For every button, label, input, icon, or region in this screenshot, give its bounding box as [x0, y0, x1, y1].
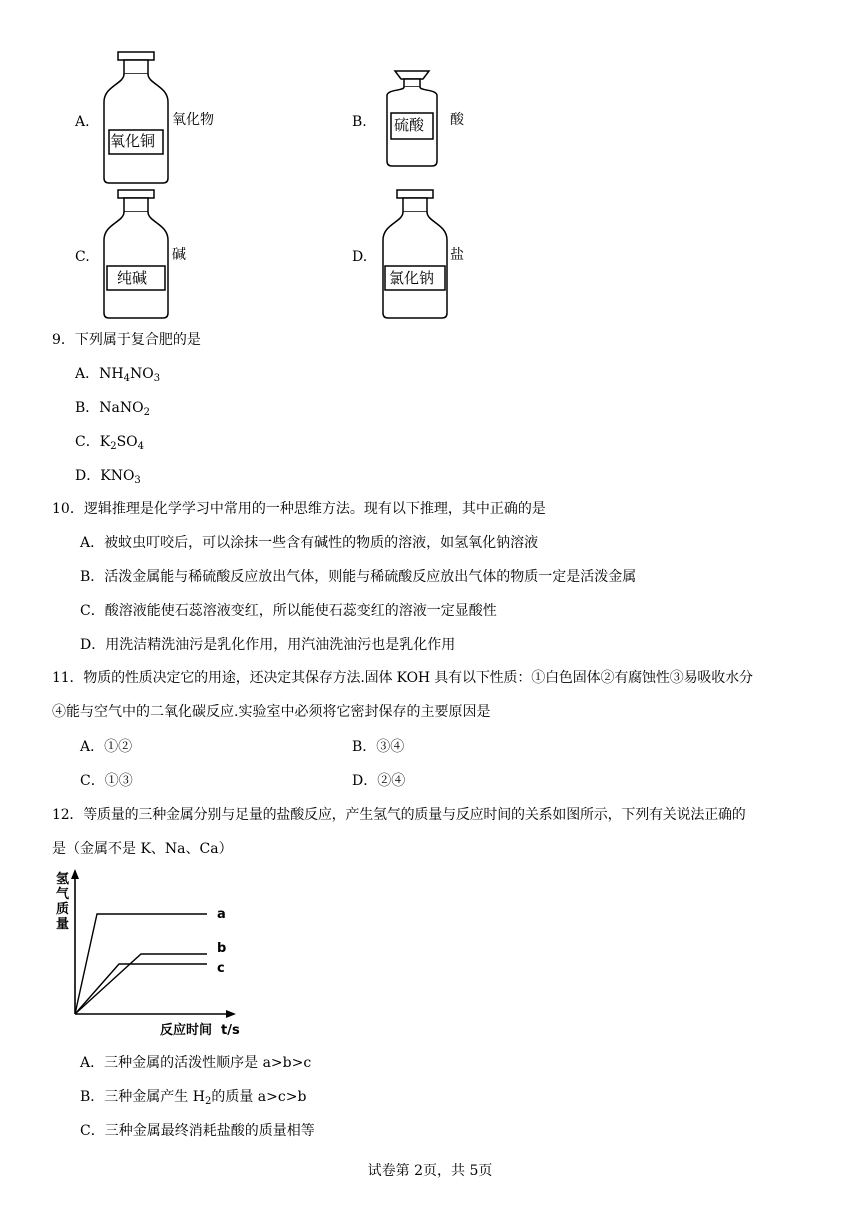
q10-option-d: D．用洗洁精洗油污是乳化作用，用汽油洗油污也是乳化作用 [80, 637, 456, 653]
q10-option-a: A．被蚊虫叮咬后，可以涂抹一些含有碱性的物质的溶液，如氢氧化钠溶液 [80, 535, 539, 551]
q9-option-a-letter: A． [75, 366, 100, 382]
q11-stem-line2: ④能与空气中的二氧化碳反应.实验室中必须将它密封保存的主要原因是 [52, 704, 491, 720]
q12-option-a [80, 1056, 311, 1070]
q9-option-d [75, 468, 141, 486]
q11-stem-line1: 11．物质的性质决定它的用途，还决定其保存方法.固体 KOH 具有以下性质：①白色固体②有腐蚀性③易吸收水分 [52, 670, 753, 686]
formula-part: NO [129, 366, 154, 382]
series-label-a: a [217, 907, 226, 922]
q11-option-a: A．①② [80, 739, 133, 755]
formula-part: NaNO [99, 400, 144, 416]
hydrogen-mass-chart [55, 866, 270, 1046]
q12-option-b-subscript: 2 [204, 1096, 212, 1107]
formula-subscript: 3 [153, 373, 161, 384]
q8-option-a-category: 氧化物 [172, 112, 214, 128]
q8-option-b-category: 酸 [450, 112, 464, 128]
q11-option-d: D．②④ [352, 773, 406, 789]
chart-series-group [75, 914, 207, 1014]
q12-stem-line1: 12．等质量的三种金属分别与足量的盐酸反应，产生氢气的质量与反应时间的关系如图所示，下列有关说法正确的 [52, 807, 746, 823]
reagent-bottle-a [100, 50, 172, 185]
formula-part: NH [99, 366, 124, 382]
q12-option-b-text-post: 的质量 a>c>b [211, 1089, 307, 1105]
reagent-bottle-d [379, 188, 451, 320]
q8-option-d-letter: D. [352, 249, 368, 265]
bottle-label-b: 硫酸 [394, 116, 425, 134]
formula-part: K [99, 434, 111, 450]
q11-option-b: B．③④ [352, 739, 405, 755]
bottle-label-c: 纯碱 [117, 269, 148, 287]
q8-option-d-category: 盐 [450, 247, 464, 263]
q12-option-a-text: 三种金属的活泼性顺序是 a>b>c [104, 1055, 312, 1071]
q8-option-c-letter: C. [75, 249, 90, 265]
q12-option-b-letter: B． [80, 1089, 105, 1105]
q12-stem-line2: 是（金属不是 K、Na、Ca） [52, 841, 233, 857]
q9-option-b-letter: B． [75, 400, 100, 416]
reagent-bottle-c [100, 188, 172, 320]
chart-svg [55, 866, 270, 1046]
q12-option-c-text: 三种金属最终消耗盐酸的质量相等 [104, 1123, 315, 1139]
series-label-c: c [217, 961, 225, 976]
q9-option-c-letter: C． [75, 434, 100, 450]
page-footer: 试卷第 2页，共 5页 [367, 1163, 493, 1179]
formula-subscript: 2 [143, 407, 150, 418]
bottle-label-d: 氯化钠 [389, 269, 435, 287]
q8-option-a-letter: A. [75, 114, 90, 130]
formula-subscript: 2 [110, 441, 117, 452]
q10-option-b: B．活泼金属能与稀硫酸反应放出气体，则能与稀硫酸反应放出气体的物质一定是活泼金属 [80, 569, 637, 585]
q9-option-a [75, 366, 161, 384]
q9-stem: 9．下列属于复合肥的是 [52, 332, 201, 348]
formula-part: SO [116, 434, 138, 450]
formula-subscript: 3 [134, 475, 141, 486]
chart-y-label: 氢气质量 [56, 872, 70, 932]
q9-option-d-letter: D． [75, 468, 101, 484]
q12-option-a-letter: A． [80, 1055, 105, 1071]
q8-option-b-letter: B. [352, 114, 367, 130]
q11-option-c: C．①③ [80, 773, 133, 789]
q12-option-b [80, 1089, 307, 1107]
chart-x-label: 反应时间 t/s [160, 1023, 240, 1038]
q8-option-c-category: 碱 [172, 247, 186, 263]
q9-option-c [75, 434, 145, 452]
bottle-label-a: 氧化铜 [110, 132, 156, 150]
series-label-b: b [217, 941, 227, 956]
y-axis-arrow-icon [71, 869, 79, 879]
q12-option-b-text-pre: 三种金属产生 H [104, 1089, 205, 1105]
x-axis-arrow-icon [226, 1010, 236, 1018]
chart-series-labels [217, 907, 226, 976]
series-line-c [75, 964, 207, 1014]
formula-subscript: 4 [123, 373, 130, 384]
series-line-b [75, 954, 207, 1014]
q12-option-c-letter: C． [80, 1123, 105, 1139]
formula-subscript: 4 [137, 441, 145, 452]
q9-option-b [75, 400, 150, 418]
q10-option-c: C．酸溶液能使石蕊溶液变红，所以能使石蕊变红的溶液一定显酸性 [80, 603, 497, 619]
formula-part: KNO [100, 468, 135, 484]
q12-option-c [80, 1124, 315, 1138]
q10-stem: 10．逻辑推理是化学学习中常用的一种思维方法。现有以下推理，其中正确的是 [52, 501, 546, 517]
